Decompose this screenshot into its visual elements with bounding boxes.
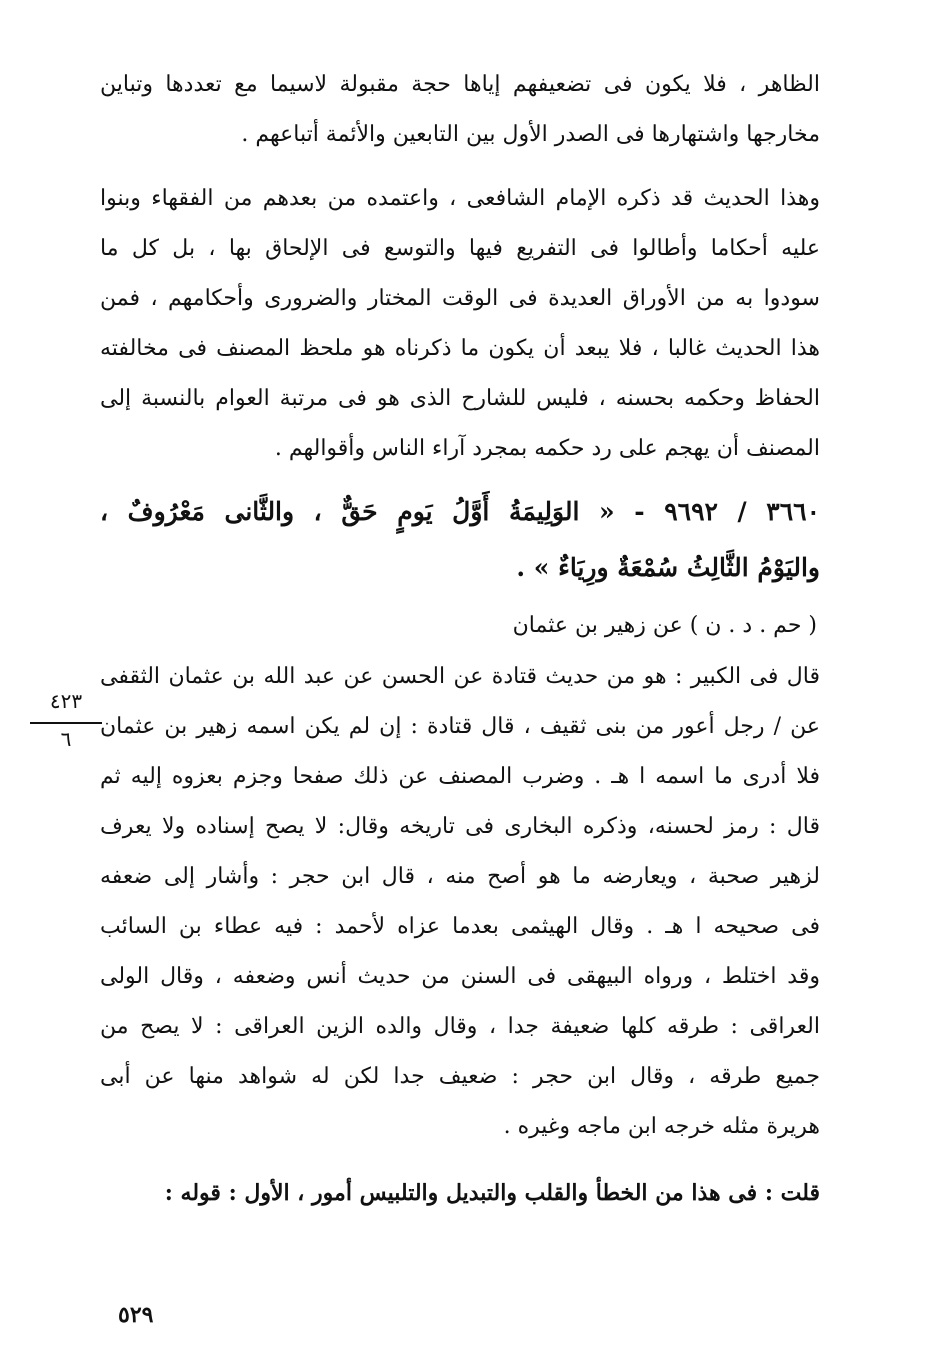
text-line: مخارجها واشتهارها فى الصدر الأول بين التابعين والأئمة أتباعهم . bbox=[241, 122, 820, 147]
text-line: العراقى : طرقه كلها ضعيفة جدا ، وقال والده الزين العراقى : لا يصح من bbox=[100, 1014, 820, 1039]
text-line: لزهير صحبة ، ويعارضه ما هو أصح منه ، قال ابن حجر : وأشار إلى ضعفه bbox=[100, 864, 820, 889]
hadith-text bbox=[100, 484, 820, 596]
margin-reference-bottom: ٦ bbox=[60, 727, 72, 751]
text-line: سودوا به من الأوراق العديدة فى الوقت المختار والضرورى وأحكامهم ، فمن bbox=[100, 286, 820, 311]
text-line: عليه أحكاما وأطالوا فى التفريع فيها والتوسع فى الإلحاق بها ، بل كل ما bbox=[100, 236, 820, 261]
paragraph-1 bbox=[100, 60, 820, 160]
margin-reference bbox=[30, 686, 102, 752]
text-line: هريرة مثله خرجه ابن ماجه وغيره . bbox=[503, 1114, 820, 1139]
text-line: قال فى الكبير : هو من حديث قتادة عن الحسن عن عبد الله بن عثمان الثقفى bbox=[100, 664, 820, 689]
text-line: المصنف أن يهجم على رد حكمه بمجرد آراء الناس وأقوالهم . bbox=[274, 436, 820, 461]
page-number: ٥٢٩ bbox=[118, 1302, 154, 1328]
margin-reference-top: ٤٢٣ bbox=[49, 689, 83, 713]
text-line: قال : رمز لحسنه، وذكره البخارى فى تاريخه وقال: لا يصح إسناده ولا يعرف bbox=[100, 814, 820, 839]
text-line: الظاهر ، فلا يكون فى تضعيفهم إياها حجة مقبولة لاسيما مع تعددها وتباين bbox=[100, 72, 820, 97]
text-line: عن / رجل أعور من بنى ثقيف ، قال قتادة : إن لم يكن اسمه زهير بن عثمان bbox=[100, 714, 820, 739]
text-line: هذا الحديث غالبا ، فلا يبعد أن يكون ما ذكرناه هو ملحظ المصنف فى مخالفته bbox=[100, 336, 820, 361]
text-line: الحفاظ وحكمه بحسنه ، فليس للشارح الذى هو فى مرتبة العوام بالنسبة إلى bbox=[100, 386, 820, 411]
paragraph-3 bbox=[100, 652, 820, 1152]
text-line: وهذا الحديث قد ذكره الإمام الشافعى ، واعتمده من بعدهم من الفقهاء وبنوا bbox=[100, 186, 820, 211]
hadith-line: واليَوْمُ الثَّالِثُ سُمْعَةٌ ورِيَاءٌ » . bbox=[516, 553, 820, 582]
paragraph-4 bbox=[100, 1168, 820, 1218]
text-line: وقد اختلط ، ورواه البيهقى فى السنن من حديث أنس وضعفه ، وقال الولى bbox=[100, 964, 820, 989]
paragraph-2 bbox=[100, 174, 820, 474]
text-line: جميع طرقه ، وقال ابن حجر : ضعيف جدا لكن له شواهد منها عن أبى bbox=[100, 1064, 820, 1089]
text-line: فلا أدرى ما اسمه ا هـ . وضرب المصنف عن ذلك صفحا وجزم بعزوه إليه ثم bbox=[100, 764, 820, 789]
hadith-source: ( حم . د . ن ) عن زهير بن عثمان bbox=[512, 613, 817, 638]
margin-reference-rule bbox=[30, 722, 102, 724]
text-line: فى صحيحه ا هـ . وقال الهيثمى بعدما عزاه لأحمد : فيه عطاء بن السائب bbox=[100, 914, 820, 939]
text-line: قلت : فى هذا من الخطأ والقلب والتبديل والتلبيس أمور ، الأول : قوله : bbox=[164, 1180, 820, 1206]
hadith-line: ٣٦٦٠ / ٩٦٩٢ - « الوَلِيمَةُ أَوَّلُ يَومٍ حَقٌّ ، والثَّانى مَعْرُوفٌ ، bbox=[100, 497, 820, 526]
